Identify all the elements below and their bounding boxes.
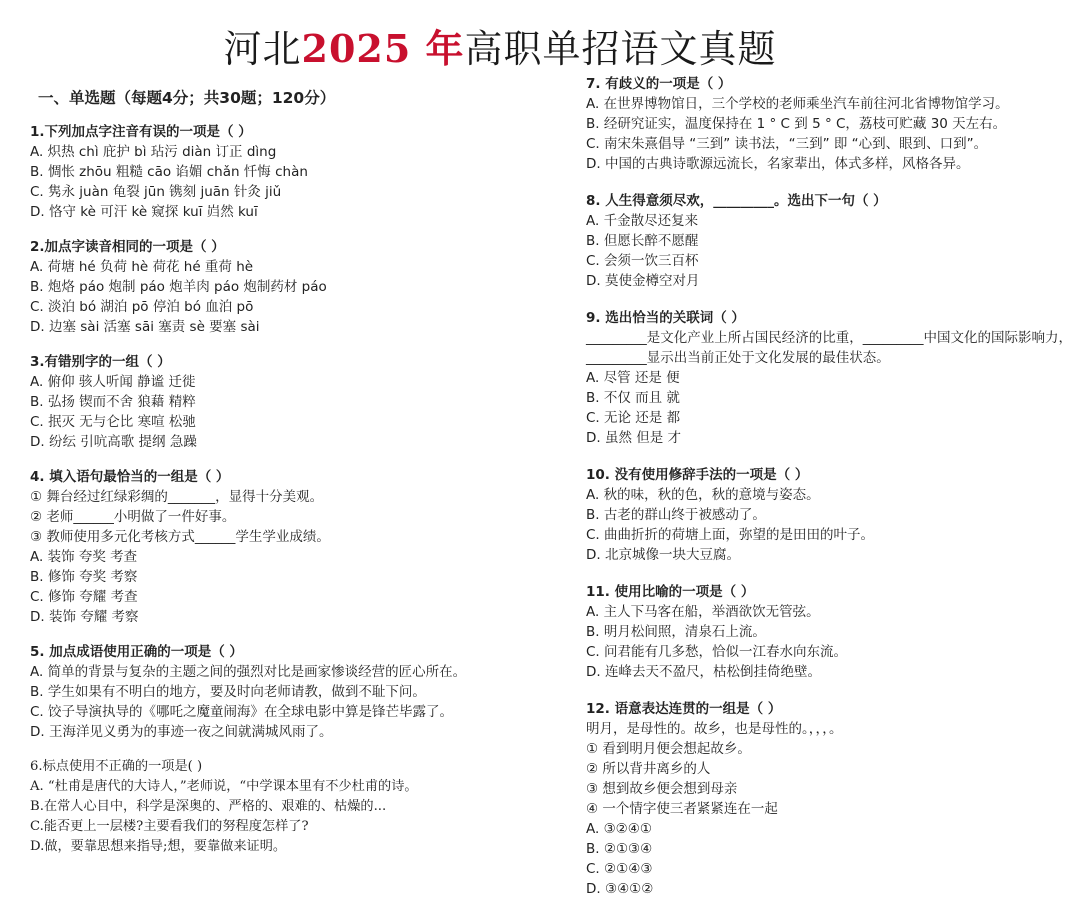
question-line: A. 俯仰 骇人听闻 静谧 迁徙 (30, 374, 196, 390)
question-5 (30, 642, 570, 742)
question-line: A. “杜甫是唐代的大诗人，”老师说，“中学课本里有不少杜甫的诗。 (30, 779, 418, 794)
title-suffix: 高职单招语文真题 (464, 27, 777, 71)
question-line: _________是文化产业上所占国民经济的比重，_________中国文化的国际影响力，_________显示出当前正处于文化发展的最佳状态。 (586, 330, 1072, 366)
question-line: C. ②①④③ (586, 861, 653, 877)
question-title: 7. 有歧义的一项是（ ） (586, 76, 732, 92)
question-line: C. 饺子导演执导的《哪吒之魔童闹海》在全球电影中算是锋芒毕露了。 (30, 704, 454, 720)
question-line: C. 会须一饮三百杯 (586, 253, 699, 269)
question-line: ③ 教师使用多元化考核方式______学生学业成绩。 (30, 529, 330, 545)
question-line: D. 北京城像一块大豆腐。 (586, 547, 740, 563)
question-line: C. 抿灭 无与仑比 寒喧 松驰 (30, 414, 196, 430)
right-column (586, 74, 1072, 916)
question-line: B. 明月松间照，清泉石上流。 (586, 624, 766, 640)
question-line: B. 炮烙 páo 炮制 páo 炮羊肉 páo 炮制药材 páo (30, 279, 327, 295)
question-10 (586, 465, 1072, 565)
question-line: D. 纷纭 引吭高歌 提纲 急躁 (30, 434, 197, 450)
question-title: 11. 使用比喻的一项是（ ） (586, 584, 755, 600)
question-4 (30, 467, 570, 627)
question-line: D. 中国的古典诗歌源远流长，名家辈出，体式多样，风格各异。 (586, 156, 970, 172)
question-title: 4. 填入语句最恰当的一组是（ ） (30, 469, 230, 485)
question-2 (30, 237, 570, 337)
title-prefix: 河北 (223, 27, 302, 71)
question-line: A. 尽管 还是 便 (586, 370, 680, 386)
question-line: C. 无论 还是 都 (586, 410, 681, 426)
question-title: 1.下列加点字注音有误的一项是（ ） (30, 124, 252, 140)
question-line: C. 问君能有几多愁，恰似一江春水向东流。 (586, 644, 848, 660)
question-line: A. 炽热 chì 庇护 bì 玷污 diàn 订正 dìng (30, 144, 277, 160)
question-line: ② 所以背井离乡的人 (586, 761, 711, 777)
question-line: ② 老师______小明做了一件好事。 (30, 509, 236, 525)
question-line: 明月，是母性的。故乡，也是母性的。，，，。 (586, 721, 843, 737)
question-1 (30, 122, 570, 222)
question-title: 9. 选出恰当的关联词（ ） (586, 310, 745, 326)
question-line: A. 主人下马客在船，举酒欲饮无管弦。 (586, 604, 820, 620)
question-line: C. 淡泊 bó 湖泊 pō 停泊 bó 血泊 pō (30, 299, 254, 315)
question-line: B. 经研究证实，温度保持在 1 ° C 到 5 ° C，荔枝可贮藏 30 天左右。 (586, 116, 1007, 132)
question-line: A. ③②④① (586, 821, 652, 837)
question-line: C.能否更上一层楼?主要看我们的努程度怎样了? (30, 819, 309, 834)
title-year: 2025 年 (301, 26, 465, 71)
page-title (0, 18, 1000, 73)
question-line: ① 看到明月便会想起故乡。 (586, 741, 751, 757)
question-line: B. ②①③④ (586, 841, 653, 857)
right-question-list (586, 74, 1072, 899)
question-line: D. 边塞 sài 活塞 sāi 塞责 sè 要塞 sài (30, 319, 260, 335)
question-line: C. 隽永 juàn 龟裂 jūn 镌刻 juān 针灸 jiǔ (30, 184, 282, 200)
question-line: B. 学生如果有不明白的地方，要及时向老师请教，做到不耻下问。 (30, 684, 426, 700)
question-line: D. 王海洋见义勇为的事迹一夜之间就满城风雨了。 (30, 724, 333, 740)
question-title: 10. 没有使用修辞手法的一项是（ ） (586, 467, 809, 483)
question-title: 2.加点字读音相同的一项是（ ） (30, 239, 225, 255)
question-title: 5. 加点成语使用正确的一项是（ ） (30, 644, 243, 660)
question-3 (30, 352, 570, 452)
question-line: D. 恪守 kè 可汗 kè 窥探 kuī 岿然 kuī (30, 204, 258, 220)
question-line: ③ 想到故乡便会想到母亲 (586, 781, 738, 797)
question-11 (586, 582, 1072, 682)
question-line: C. 南宋朱熹倡导 “三到” 读书法，“三到” 即 “心到、眼到、口到”。 (586, 136, 988, 152)
question-line: D. 虽然 但是 才 (586, 430, 682, 446)
question-title: 6.标点使用不正确的一项是( ) (30, 759, 203, 774)
question-line: D. 连峰去天不盈尺，枯松倒挂倚绝壁。 (586, 664, 821, 680)
question-line: B. 弘扬 锲而不舍 狼藉 精粹 (30, 394, 196, 410)
question-7 (586, 74, 1072, 174)
question-line: D. 装饰 夸耀 考察 (30, 609, 139, 625)
question-line: B. 修饰 夸奖 考察 (30, 569, 138, 585)
question-title: 8. 人生得意须尽欢，_________。选出下一句（ ） (586, 193, 887, 209)
question-6 (30, 757, 570, 857)
question-line: A. 在世界博物馆日，三个学校的老师乘坐汽车前往河北省博物馆学习。 (586, 96, 1009, 112)
question-line: B. 不仅 而且 就 (586, 390, 680, 406)
section-header: 一、单选题（每题4分；共30题；120分） (38, 89, 336, 107)
question-line: B. 但愿长醉不愿醒 (586, 233, 699, 249)
question-line: D. 莫使金樽空对月 (586, 273, 700, 289)
question-line: B. 古老的群山终于被感动了。 (586, 507, 766, 523)
question-line: C. 修饰 夸耀 考查 (30, 589, 138, 605)
question-line: A. 千金散尽还复来 (586, 213, 699, 229)
question-line: A. 简单的背景与复杂的主题之间的强烈对比是画家惨谈经营的匠心所在。 (30, 664, 467, 680)
question-line: B.在常人心目中，科学是深奥的、严格的、艰难的、枯燥的... (30, 799, 387, 814)
question-line: D.做，要靠思想来指导;想，要靠做来证明。 (30, 839, 287, 854)
question-6-content (30, 757, 570, 857)
question-line: ④ 一个情字使三者紧紧连在一起 (586, 801, 778, 817)
question-line: C. 曲曲折折的荷塘上面，弥望的是田田的叶子。 (586, 527, 875, 543)
question-line: A. 荷塘 hé 负荷 hè 荷花 hé 重荷 hè (30, 259, 254, 275)
question-9 (586, 308, 1072, 448)
question-8 (586, 191, 1072, 291)
left-column (30, 86, 570, 872)
question-line: A. 装饰 夸奖 考查 (30, 549, 138, 565)
question-title: 12. 语意表达连贯的一组是（ ） (586, 701, 782, 717)
question-line: ① 舞台经过红绿彩绸的_______，显得十分美观。 (30, 489, 324, 505)
question-line: D. ③④①② (586, 881, 654, 897)
question-title: 3.有错别字的一组（ ） (30, 354, 171, 370)
question-line: B. 惆怅 zhōu 粗糙 cāo 谄媚 chǎn 忏悔 chàn (30, 164, 308, 180)
question-line: A. 秋的味，秋的色，秋的意境与姿态。 (586, 487, 820, 503)
question-12 (586, 699, 1072, 899)
left-question-list (30, 122, 570, 742)
